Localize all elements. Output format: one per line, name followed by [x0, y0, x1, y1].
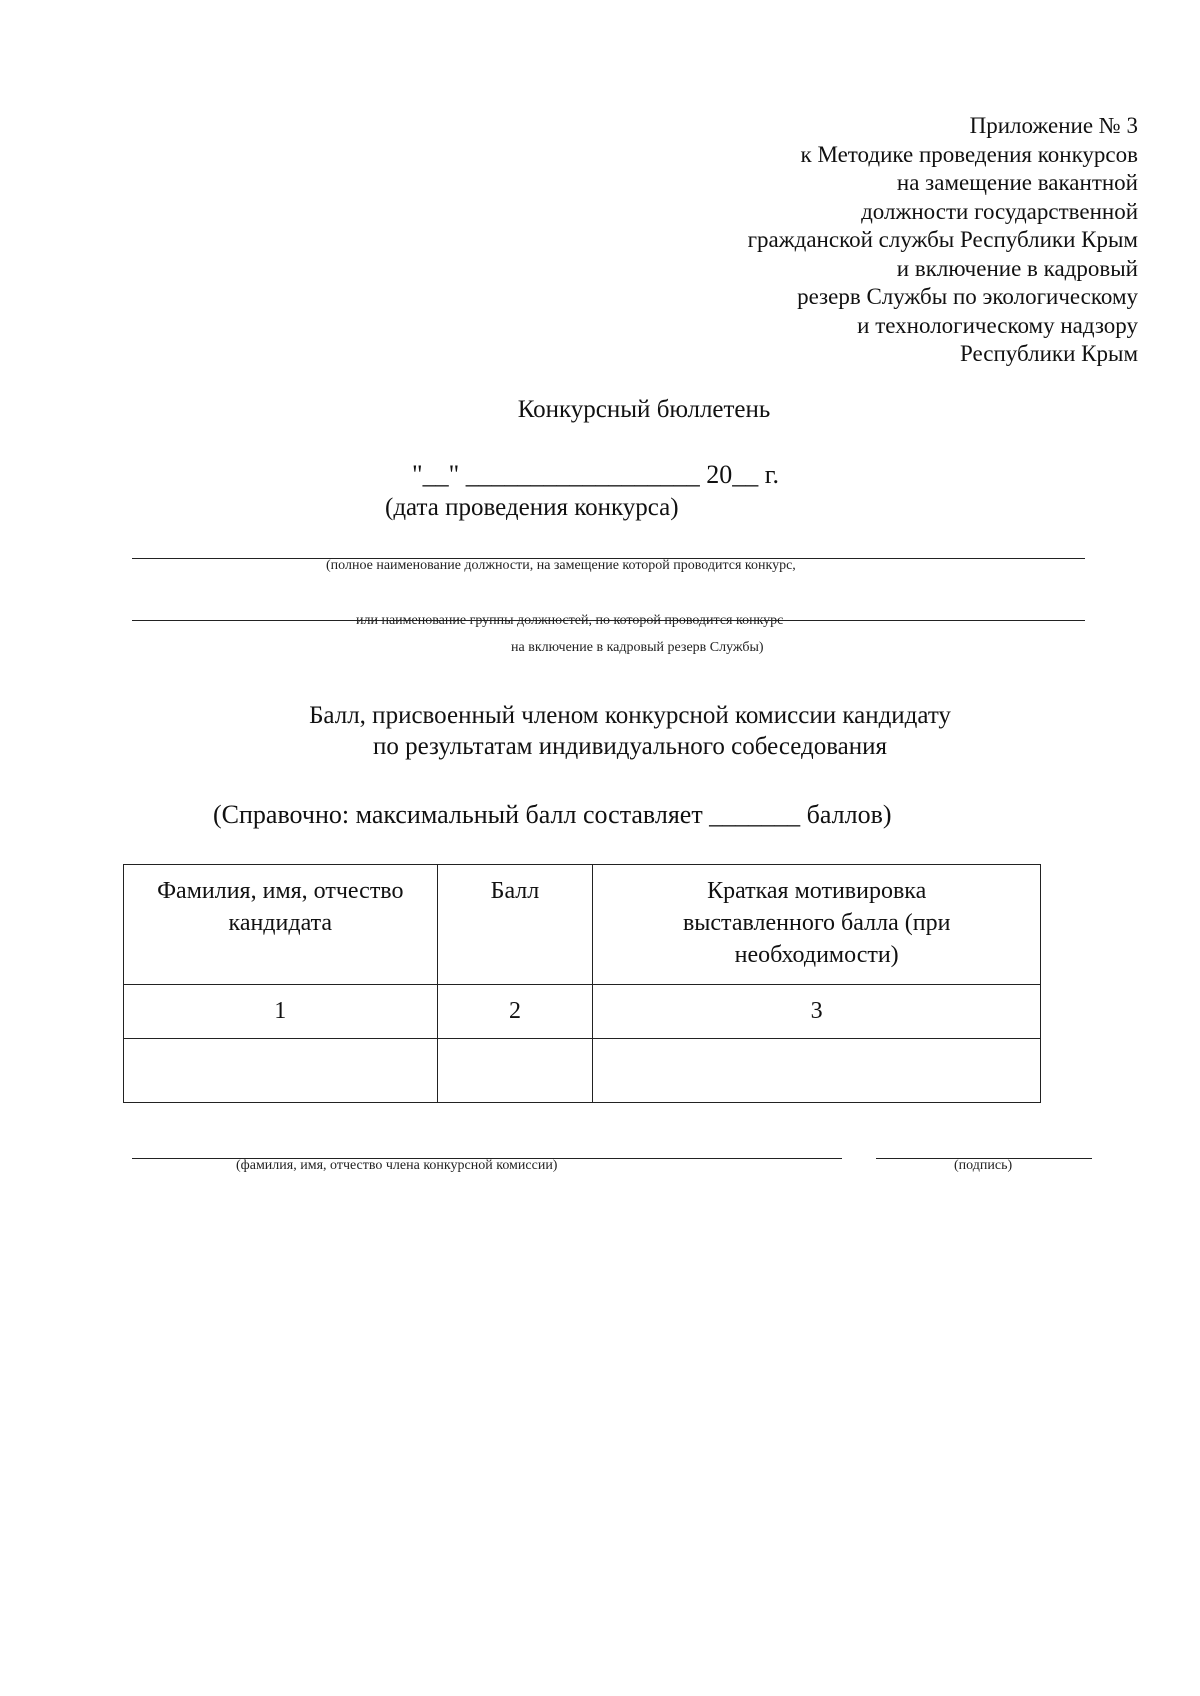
column-number: 2 — [437, 985, 593, 1039]
column-number: 3 — [593, 985, 1041, 1039]
position-caption-1: (полное наименование должности, на замещение которой проводится конкурс, — [326, 558, 796, 573]
appendix-line: к Методике проведения конкурсов — [800, 141, 1138, 167]
appendix-block — [618, 112, 1138, 369]
motivation-cell[interactable] — [593, 1039, 1041, 1103]
appendix-line: должности государственной — [861, 198, 1138, 224]
appendix-line: гражданской службы Республики Крым — [747, 227, 1138, 252]
header-motivation: Краткая мотивировка выставленного балла (при необходимости) — [593, 865, 1041, 985]
score-table — [123, 864, 1041, 1103]
date-field[interactable]: "__" __________________ 20__ г. — [412, 460, 779, 489]
position-caption-2: или наименование группы должностей, по которой проводится конкурс — [356, 613, 784, 628]
max-score-reference: (Справочно: максимальный балл составляет _______ баллов) — [213, 800, 892, 829]
table-header-row — [124, 865, 1041, 985]
appendix-line: Республики Крым — [960, 341, 1138, 366]
signature-caption: (подпись) — [954, 1158, 1013, 1173]
appendix-line: на замещение вакантной — [896, 170, 1138, 195]
table-row — [124, 1039, 1041, 1103]
position-caption-3: на включение в кадровый резерв Службы) — [511, 640, 764, 655]
table-number-row — [124, 985, 1041, 1039]
member-name-caption: (фамилия, имя, отчество члена конкурсной комиссии) — [236, 1158, 558, 1173]
score-heading — [0, 700, 1200, 762]
score-heading-line-1: Балл, присвоенный членом конкурсной комиссии кандидату — [309, 702, 951, 729]
candidate-name-cell[interactable] — [124, 1039, 438, 1103]
date-caption: (дата проведения конкурса) — [385, 494, 679, 521]
column-number: 1 — [124, 985, 438, 1039]
appendix-line: резерв Службы по экологическому — [797, 284, 1138, 309]
appendix-line: и включение в кадровый — [896, 255, 1138, 281]
score-cell[interactable] — [437, 1039, 593, 1103]
header-score: Балл — [437, 865, 593, 985]
document-title: Конкурсный бюллетень — [517, 396, 771, 423]
appendix-line: Приложение № 3 — [969, 113, 1138, 138]
score-heading-line-2: по результатам индивидуального собеседования — [372, 733, 888, 760]
appendix-line: и технологическому надзору — [857, 312, 1138, 338]
header-candidate-name: Фамилия, имя, отчество кандидата — [124, 865, 438, 985]
